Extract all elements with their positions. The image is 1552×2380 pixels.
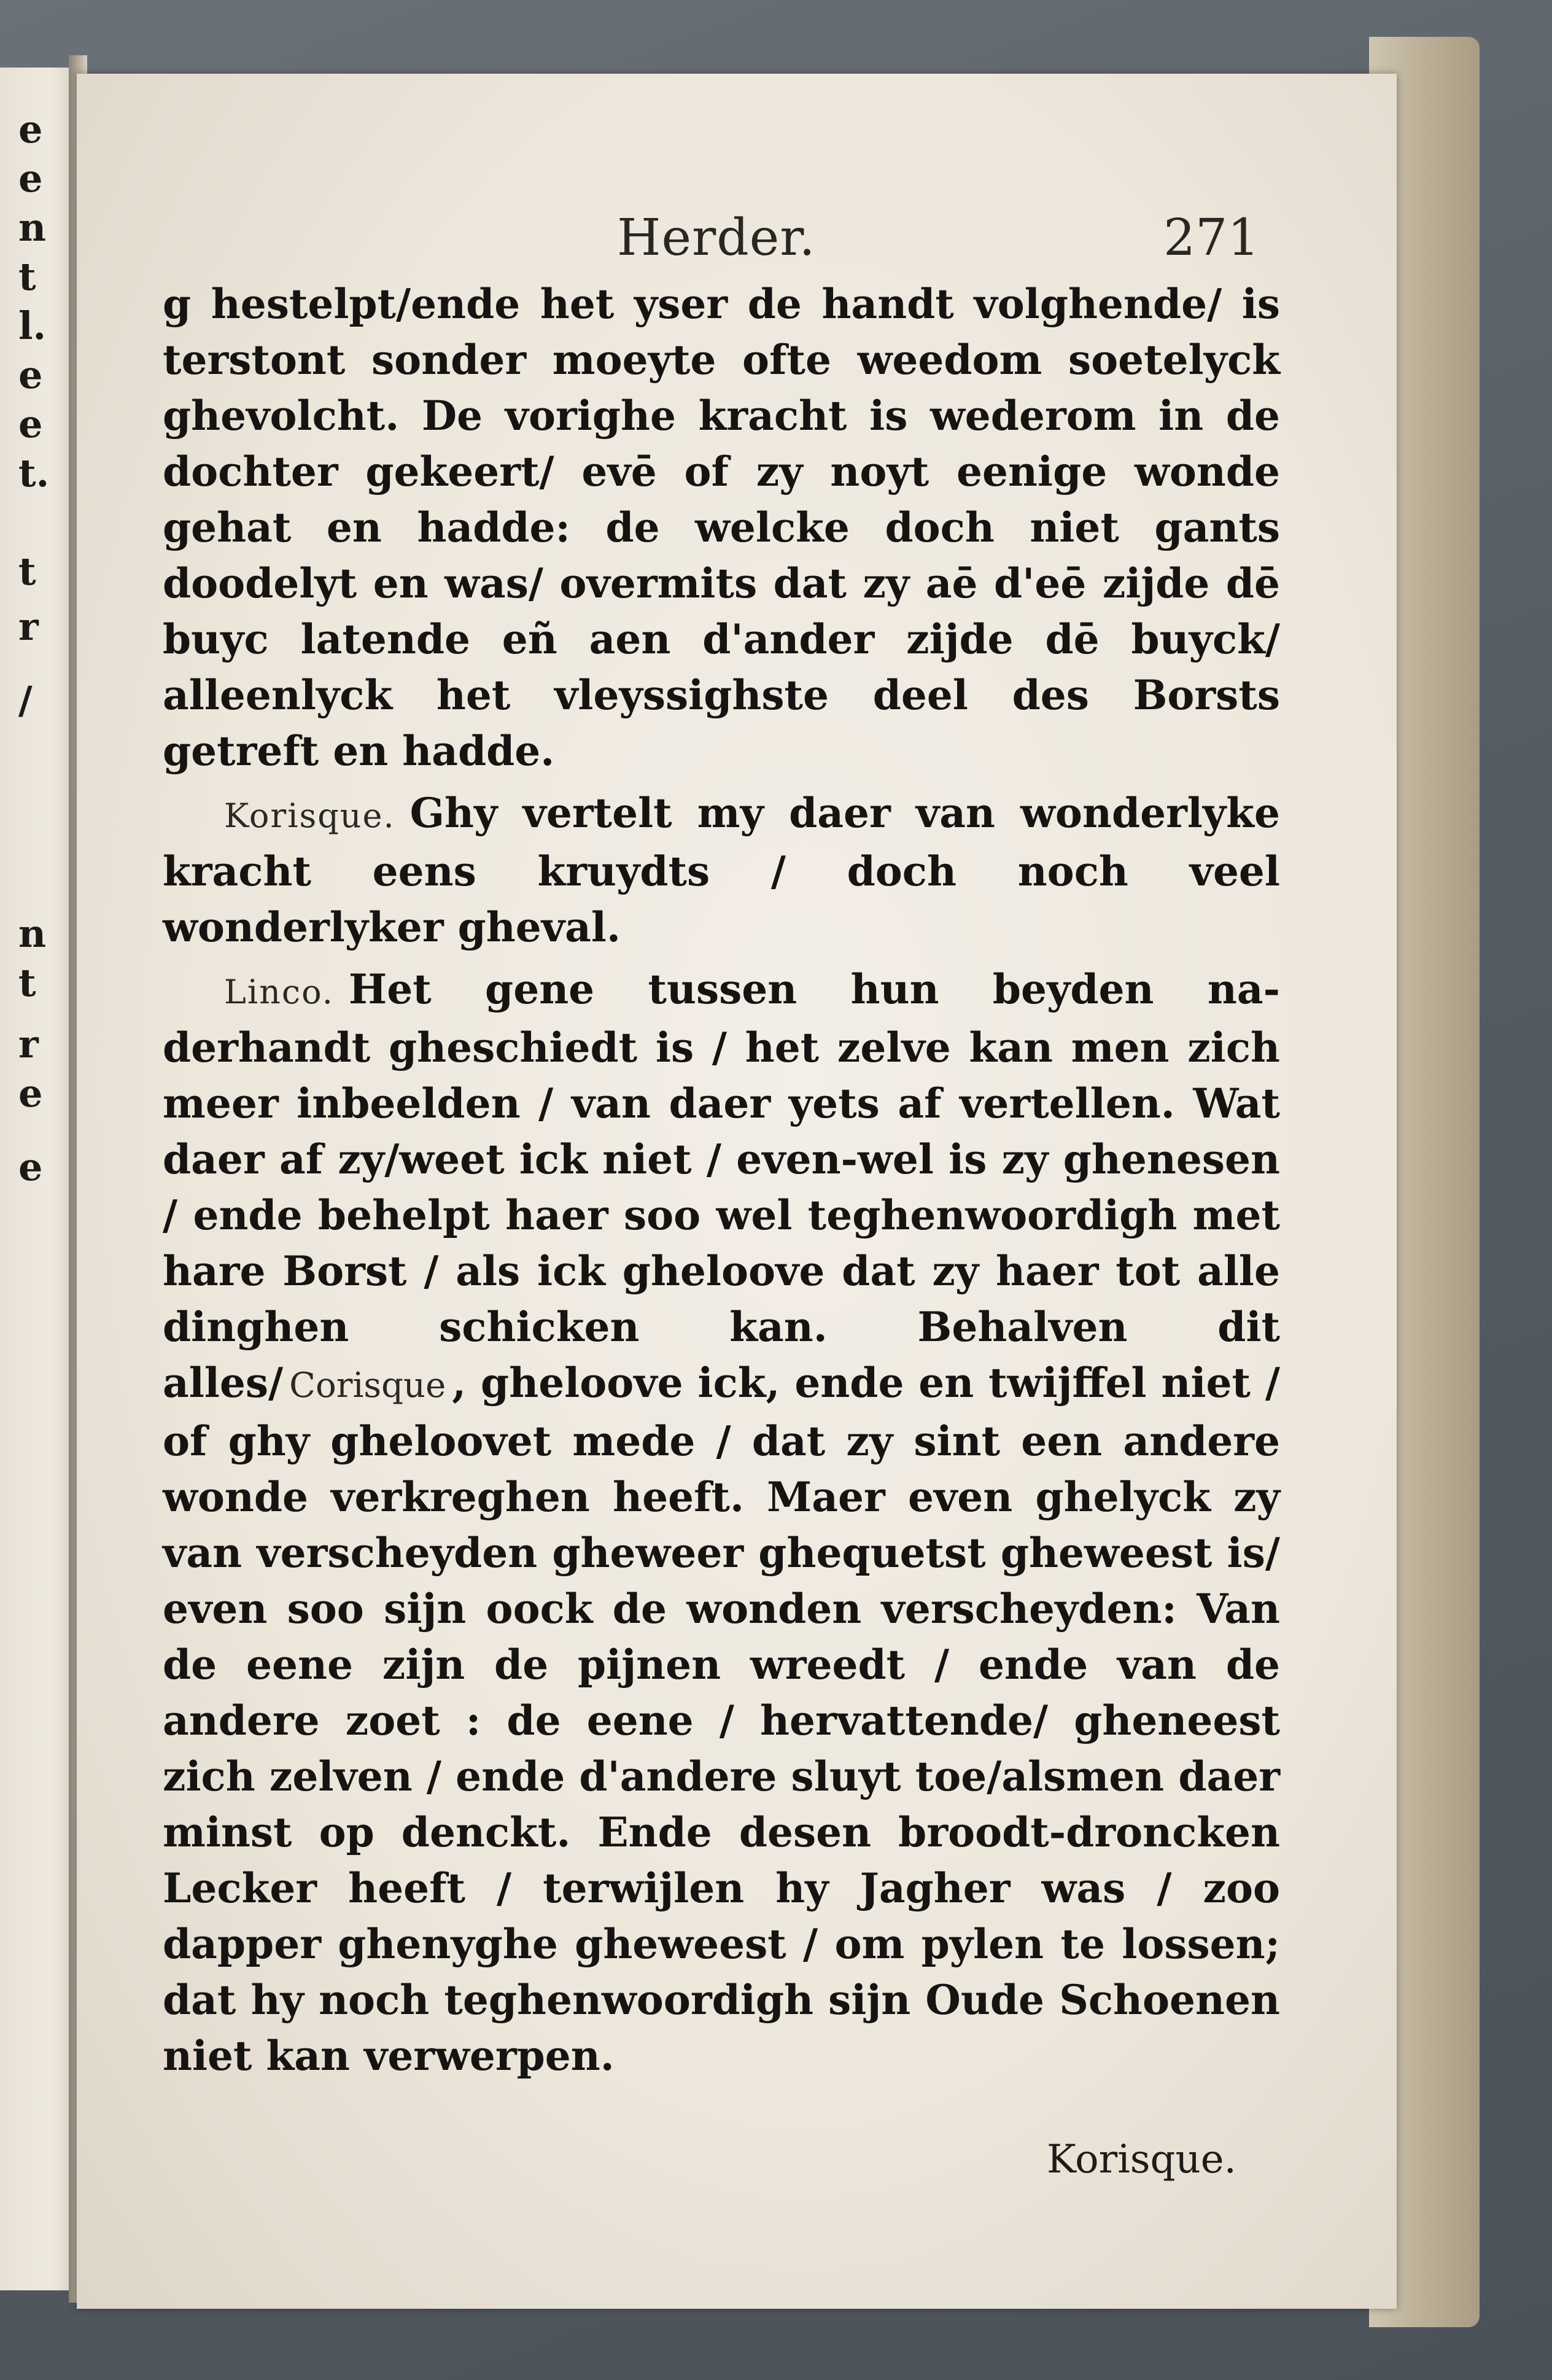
page-number: 271 <box>1163 209 1260 267</box>
left-page-fragment: e <box>18 1145 43 1189</box>
left-page-fragment: t <box>18 549 36 594</box>
speaker-name: Linco. <box>224 973 334 1011</box>
paragraph <box>163 962 1280 2084</box>
left-page-fragment: l. <box>18 303 47 348</box>
text-block <box>163 276 1280 2084</box>
left-page-fragment: e <box>18 107 43 152</box>
speaker-name: Korisque. <box>224 796 395 835</box>
left-page-fragment: t. <box>18 451 50 496</box>
book-page <box>77 74 1397 2309</box>
paragraph-text: Het gene tussen hun beyden na-derhandt gheschiedt is / het zelve kan men zich meer inbeelden / van daer yets af vertellen. Wat daer af zy/weet ick niet / even-wel is zy ghenesen / ende behelpt haer soo wel teghenwoordigh met hare Borst / als ick gheloove dat zy haer tot alle dinghen schicken kan. Behalven dit alles/ <box>163 965 1280 1407</box>
paragraph-text: g hestelpt/ende het yser de handt volghende/ is terstont sonder moeyte ofte weedom soetelyck ghevolcht. De vorighe kracht is wederom in de dochter gekeert/ evē of zy noyt eenige wonde gehat en hadde: de welcke doch niet gants doodelyt en was/ overmits dat zy aē d'eē zijde dē buyc latende eñ aen d'ander zijde dē buyck/ alleenlyck het vleyssighste deel des Borsts getreft en hadde. <box>163 280 1280 775</box>
paragraph-text: , gheloove ick, ende en twijffel niet / of ghy gheloovet mede / dat zy sint een andere wonde verkreghen heeft. Maer even ghelyck zy van verscheyden gheweer ghequetst gheweest is/ even soo sijn oock de wonden verscheyden: Van de eene zijn de pijnen wreedt / ende van de andere zoet : de eene / hervattende/ gheneest zich zelven / ende d'andere sluyt toe/alsmen daer minst op denckt. Ende desen broodt-droncken Lecker heeft / terwijlen hy Jagher was / zoo dapper ghenyghe gheweest / om pylen te lossen; dat hy noch teghenwoordigh sijn Oude Schoenen niet kan verwerpen. <box>163 1359 1280 2080</box>
page-header <box>77 209 1397 276</box>
left-page-fragment: e <box>18 156 43 201</box>
left-page-fragment: n <box>18 911 47 956</box>
left-page-fragment: / <box>18 678 33 723</box>
left-page-fragment: n <box>18 205 47 250</box>
left-page-fragment: e <box>18 1071 43 1116</box>
left-page-fragment: e <box>18 352 43 397</box>
paragraph <box>163 276 1280 779</box>
paragraph-text: Ghy vertelt my daer van wonderlyke kracht eens kruydts / doch noch veel wonderlyker gheval. <box>163 789 1280 951</box>
previous-page-edge <box>0 68 76 2290</box>
running-head: Herder. <box>617 209 816 267</box>
left-page-fragment: r <box>18 604 39 649</box>
left-page-fragment: r <box>18 1022 39 1067</box>
inline-speaker-name: Corisque <box>289 1366 446 1406</box>
left-page-fragment: t <box>18 960 36 1005</box>
left-page-fragment: e <box>18 402 43 446</box>
paragraph <box>163 785 1280 955</box>
catchword: Korisque. <box>1047 2137 1236 2182</box>
left-page-fragment: t <box>18 254 36 299</box>
